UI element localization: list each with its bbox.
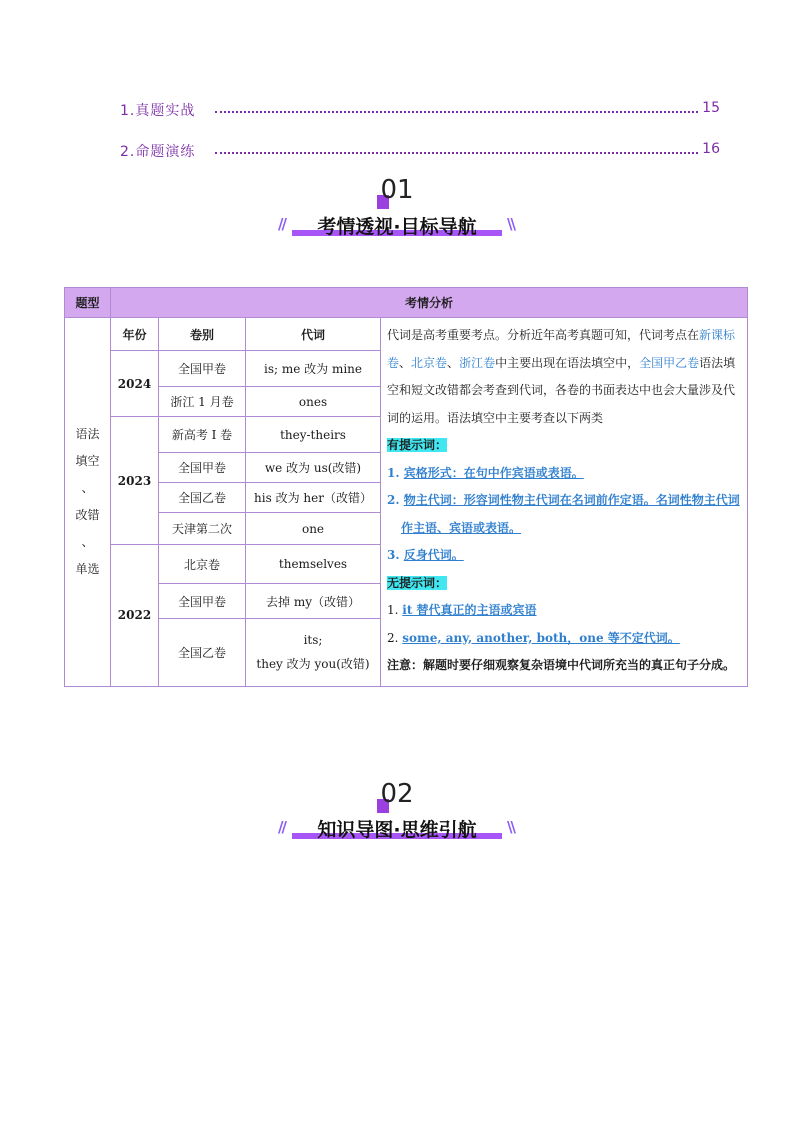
pronoun-cell: is; me 改为 mine: [246, 351, 381, 387]
paper-cell: 全国甲卷: [159, 453, 246, 483]
pronoun-cell: his 改为 her（改错）: [246, 483, 381, 513]
analysis-cell: [381, 318, 748, 687]
pronoun-cell: themselves: [246, 545, 381, 584]
col-header-pronoun: 代词: [246, 318, 381, 351]
pronoun-cell: they-theirs: [246, 417, 381, 453]
paper-cell: 全国乙卷: [159, 483, 246, 513]
paper-cell: 全国甲卷: [159, 351, 246, 387]
hint-item-1: 1. 宾格形式：在句中作宾语或表语。: [387, 465, 584, 480]
section-title-banner: [0, 815, 794, 841]
toc-leader-dots: [215, 152, 698, 154]
section-title: 考情透视·目标导航: [317, 216, 477, 238]
section-number: 02: [0, 779, 794, 809]
pronoun-cell: its; they 改为 you(改错): [246, 619, 381, 686]
toc-entry-1[interactable]: [120, 100, 720, 122]
slash-decoration-left: //: [278, 818, 285, 836]
section-number: 01: [0, 175, 794, 205]
pronoun-cell: ones: [246, 387, 381, 417]
paper-cell: 全国乙卷: [159, 619, 246, 686]
analysis-intro: 代词是高考重要考点。分析近年高考真题可知，代词考点在新课标卷、北京卷、浙江卷中主要出现在语法填空中，全国甲乙卷语法填空和短文改错都会考查到代词，各卷的书面表达中也会大量涉及代词的运用。语法填空中主要考查以下两类: [387, 328, 736, 425]
section-title-banner: [0, 212, 794, 238]
paper-cell: 浙江 1 月卷: [159, 387, 246, 417]
slash-decoration-left: //: [278, 215, 285, 233]
nohint-title: 无提示词：: [387, 575, 448, 590]
toc-page-number: 15: [702, 100, 720, 116]
nohint-item-2: 2. some, any, another, both，one 等不定代词。: [387, 630, 680, 645]
toc-page-number: 16: [702, 141, 720, 157]
year-2024: 2024: [111, 351, 159, 417]
pronoun-cell: 去掉 my（改错）: [246, 584, 381, 619]
toc-leader-dots: [215, 111, 698, 113]
year-2022: 2022: [111, 545, 159, 686]
hint-title: 有提示词：: [387, 438, 448, 452]
pronoun-cell: we 改为 us(改错): [246, 453, 381, 483]
year-2023: 2023: [111, 417, 159, 545]
section-title: 知识导图·思维引航: [317, 819, 477, 841]
slash-decoration-right: \\: [507, 215, 514, 233]
analysis-note: 注意：解题时要仔细观察复杂语境中代词所充当的真正句子分成。: [387, 658, 736, 672]
paper-cell: 天津第二次: [159, 513, 246, 545]
paper-cell: 新高考 I 卷: [159, 417, 246, 453]
question-type-cell: 语法 填空 、 改错 、 单选: [65, 318, 111, 687]
slash-decoration-right: \\: [507, 818, 514, 836]
toc-entry-2[interactable]: [120, 141, 720, 163]
toc-label: 2.命题演练: [120, 144, 196, 160]
toc-label: 1.真题实战: [120, 103, 196, 119]
col-header-year: 年份: [111, 318, 159, 351]
paper-cell: 全国甲卷: [159, 584, 246, 619]
exam-analysis-table: [64, 287, 748, 687]
pronoun-cell: one: [246, 513, 381, 545]
nohint-item-1: 1. it 替代真正的主语或宾语: [387, 603, 537, 617]
header-type: 题型: [65, 288, 111, 318]
col-header-paper: 卷别: [159, 318, 246, 351]
header-analysis: 考情分析: [111, 288, 748, 318]
paper-cell: 北京卷: [159, 545, 246, 584]
hint-item-2: 2. 物主代词：形容词性物主代词在名词前作定语。名词性物主代词作主语、宾语或表语。: [387, 493, 740, 535]
hint-item-3: 3. 反身代词。: [387, 548, 464, 562]
